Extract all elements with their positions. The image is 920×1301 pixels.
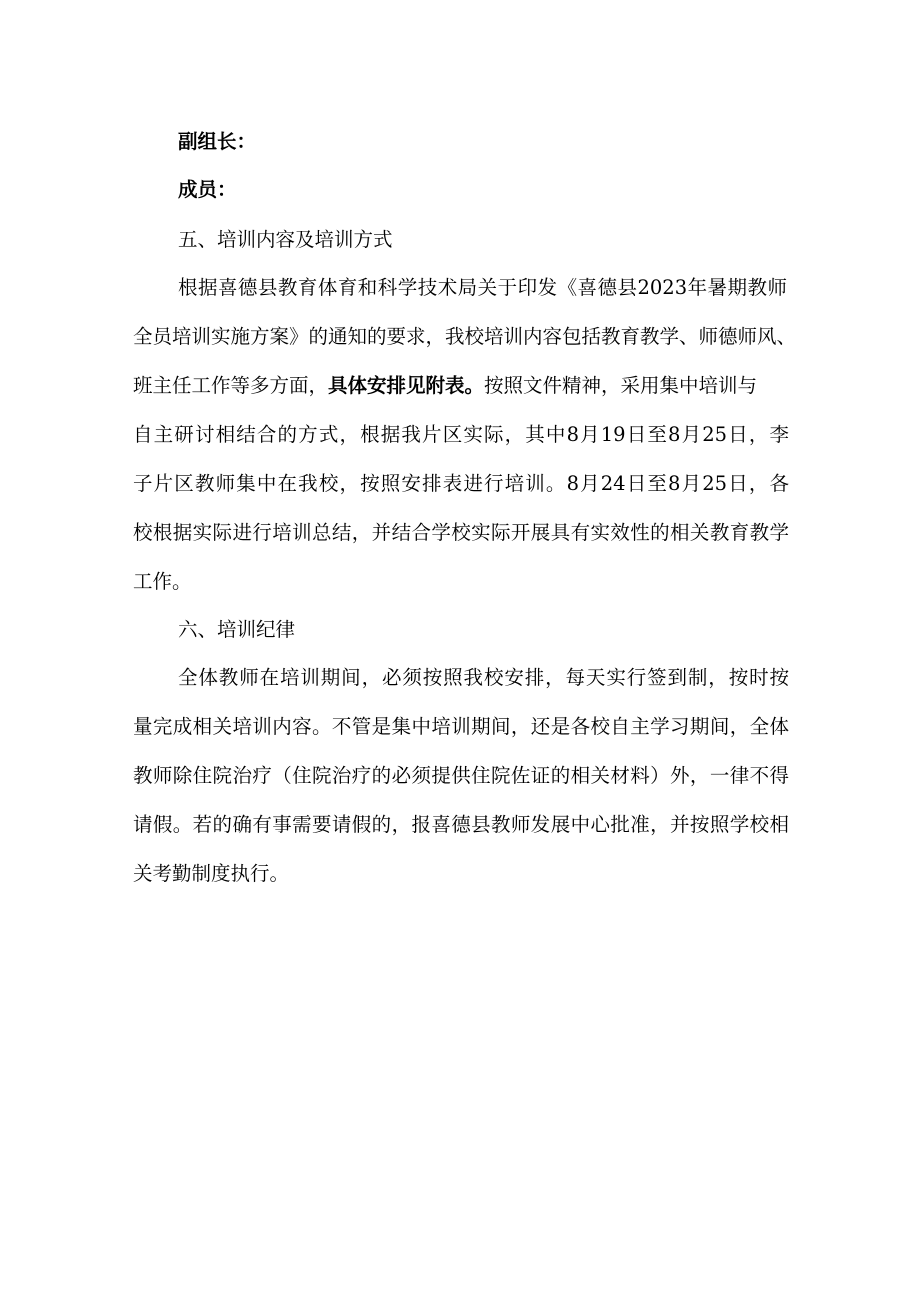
section6-line-3: 教师除住院治疗（住院治疗的必须提供住院佐证的相关材料）外，一律不得 [133, 764, 789, 787]
section5-heading-text: 五、培训内容及培训方式 [178, 228, 393, 251]
section5-line-5: 子片区教师集中在我校，按照安排表进行培训。8月24日至8月25日，各 [133, 472, 789, 495]
section6-line-2: 量完成相关培训内容。不管是集中培训期间，还是各校自主学习期间，全体 [133, 715, 789, 738]
section5-attachment-note: 具体安排见附表。 [328, 374, 485, 397]
section6-line-5: 关考勤制度执行。 [133, 862, 290, 885]
section6-line-1: 全体教师在培训期间，必须按照我校安排，每天实行签到制，按时按 [178, 666, 789, 689]
section5-line-1: 根据喜德县教育体育和科学技术局关于印发《喜德县2023年暑期教师 [178, 276, 787, 299]
section5-line-2: 全员培训实施方案》的通知的要求，我校培训内容包括教育教学、师德师风、 [133, 325, 797, 348]
section5-line-6: 校根据实际进行培训总结，并结合学校实际开展具有实效性的相关教育教学 [133, 521, 789, 544]
section5-line-3 [133, 368, 757, 404]
section5-line-3-rest: 按照文件精神，采用集中培训与 [484, 374, 758, 397]
section6-line-4: 请假。若的确有事需要请假的，报喜德县教师发展中心批准，并按照学校相 [133, 813, 789, 836]
deputy-leader-label: 副组长： [178, 130, 257, 153]
section5-line-7: 工作。 [133, 570, 192, 593]
section6-heading-text: 六、培训纪律 [178, 618, 296, 641]
members-label: 成员： [178, 178, 237, 201]
section5-line-4: 自主研讨相结合的方式，根据我片区实际，其中8月19日至8月25日，李 [133, 423, 789, 446]
section5-line-3-text: 班主任工作等多方面， [133, 374, 329, 397]
